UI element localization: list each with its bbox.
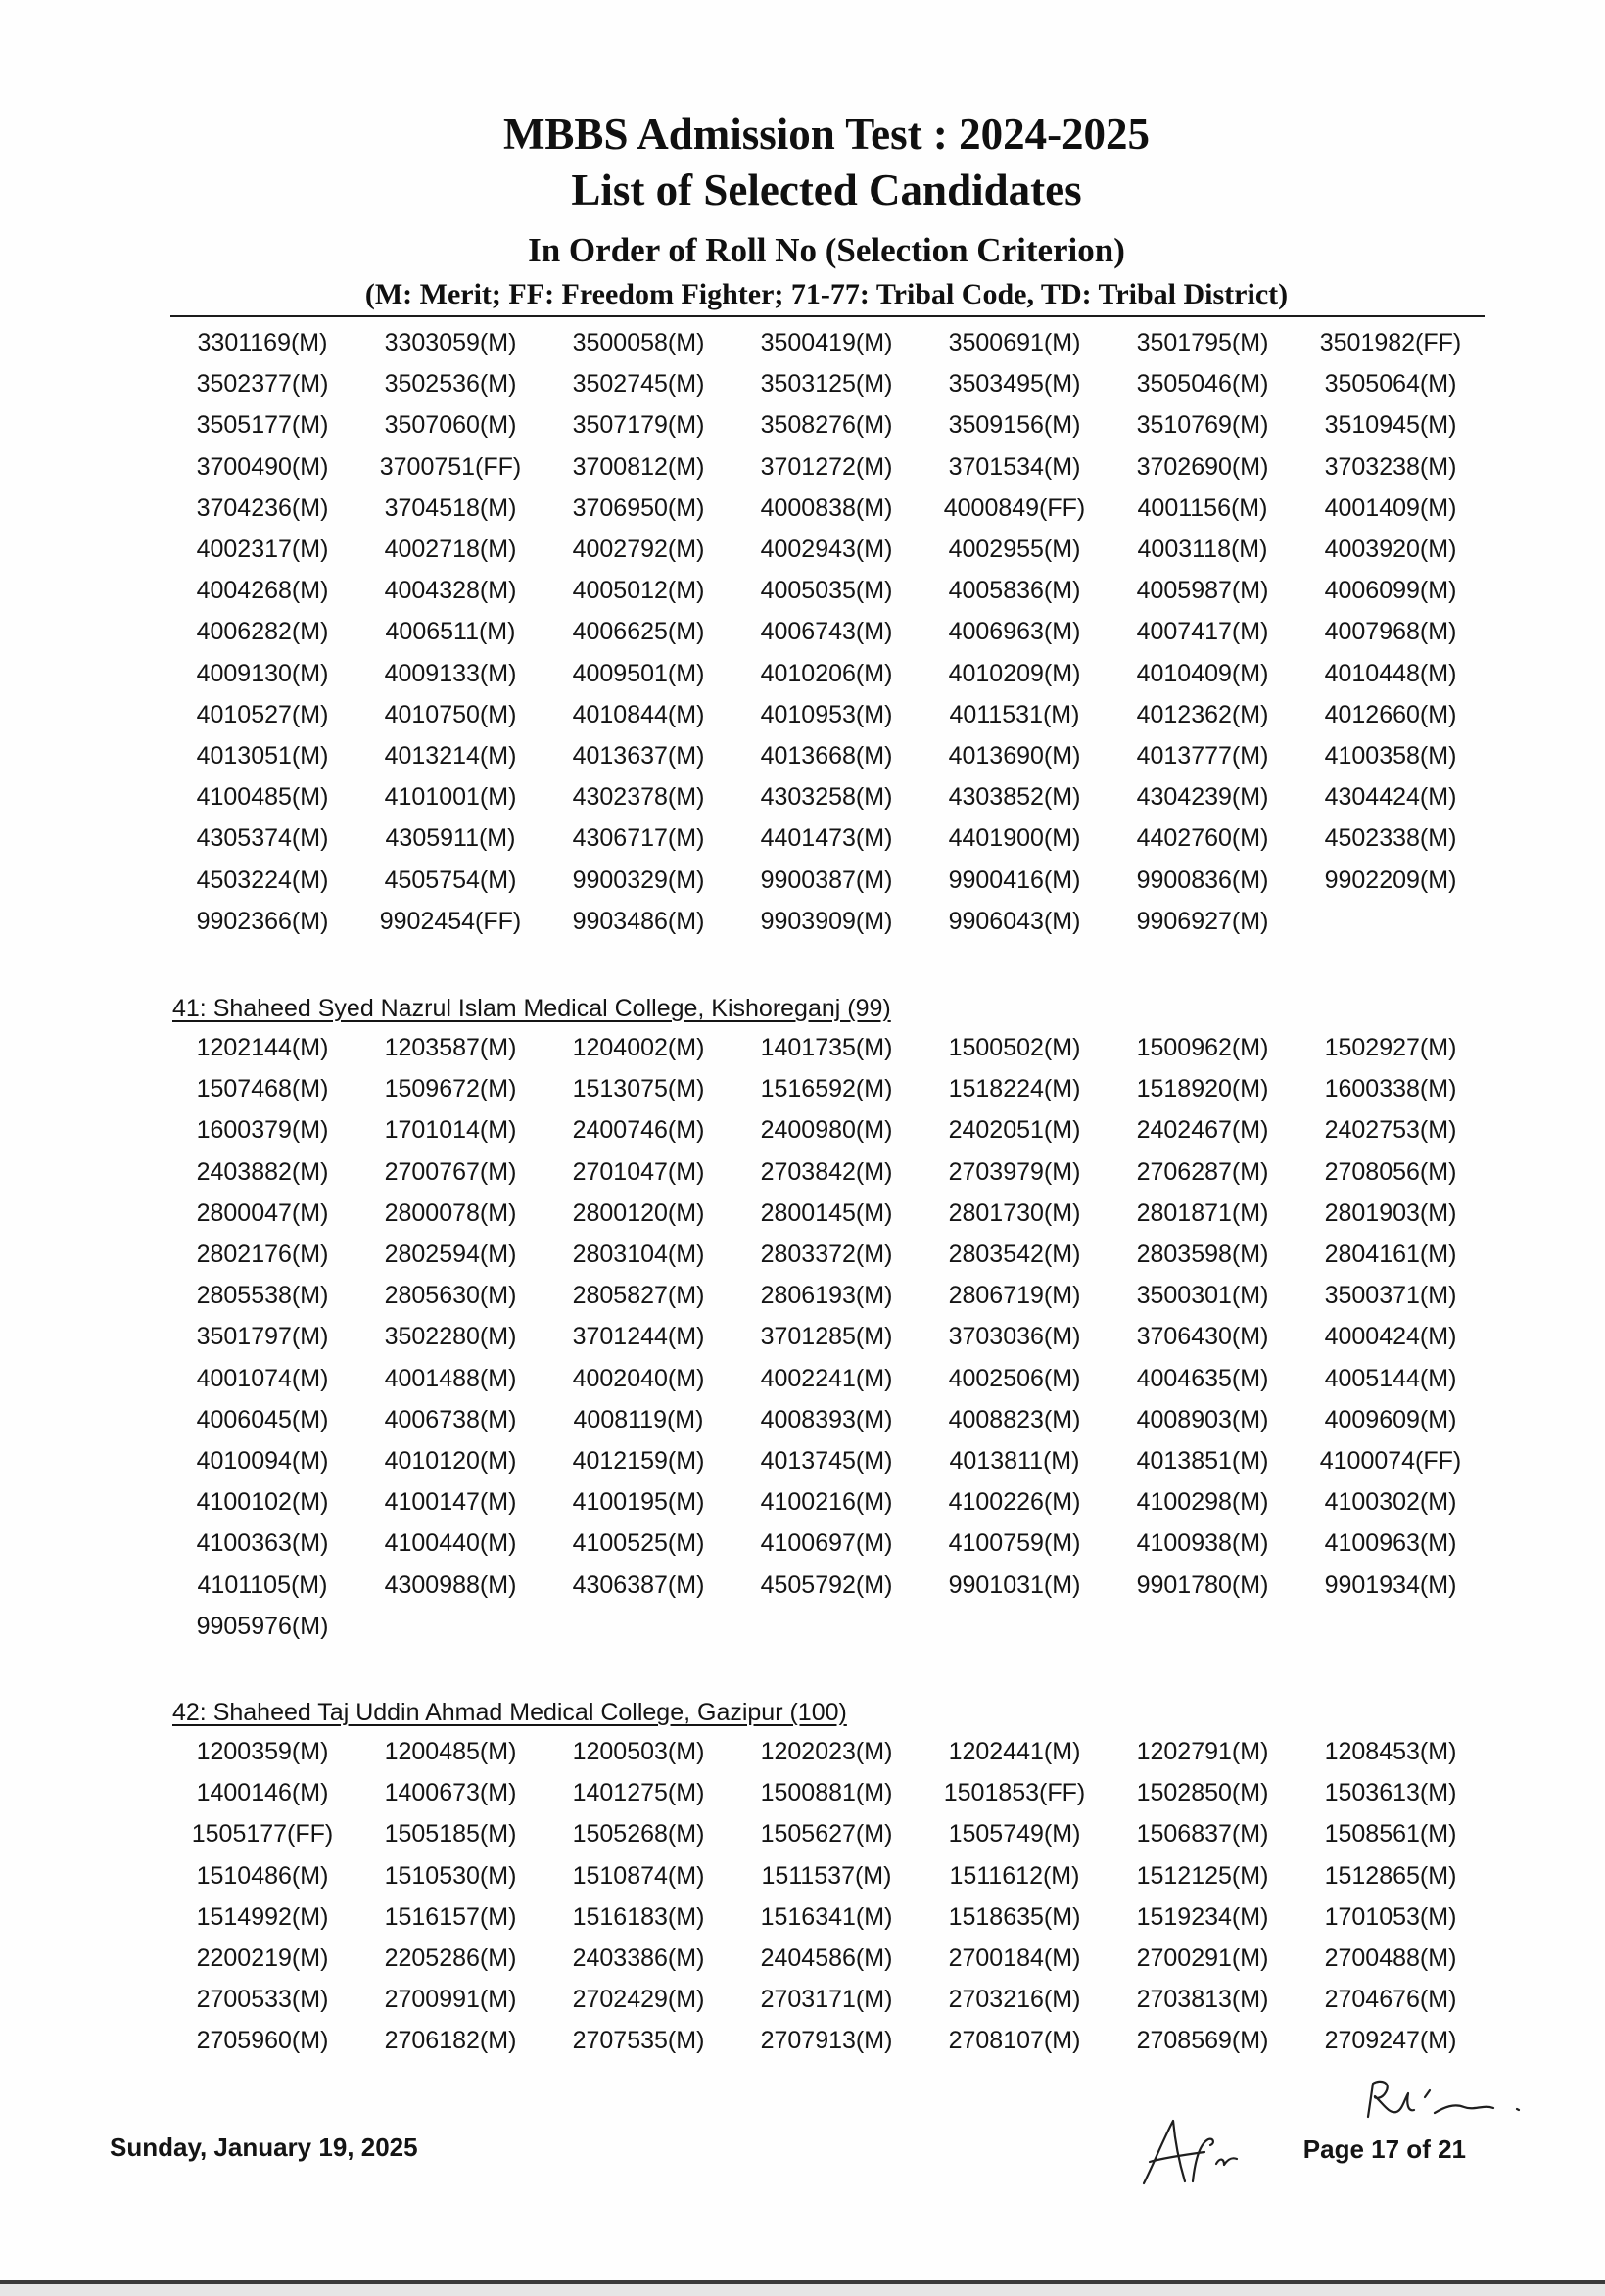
roll-entry: 4005144(M) (1324, 1364, 1457, 1392)
roll-entry: 4304424(M) (1324, 783, 1457, 812)
roll-entry: 1202441(M) (948, 1738, 1081, 1766)
roll-entry: 2805538(M) (196, 1282, 329, 1310)
roll-entry: 2703813(M) (1136, 1986, 1269, 2014)
roll-entry: 4100298(M) (1136, 1488, 1269, 1517)
roll-entry: 3700490(M) (196, 452, 329, 481)
signature-stroke (1144, 2121, 1185, 2183)
roll-entry: 1502850(M) (1136, 1779, 1269, 1807)
roll-entry: 2800145(M) (760, 1198, 893, 1227)
roll-entry: 9905976(M) (196, 1612, 329, 1640)
roll-entry: 1401275(M) (572, 1779, 705, 1807)
roll-entry: 4010209(M) (948, 659, 1081, 687)
roll-entry: 1506837(M) (1136, 1820, 1269, 1849)
roll-entry: 2806193(M) (760, 1282, 893, 1310)
roll-entry: 1400146(M) (196, 1779, 329, 1807)
roll-entry: 4006282(M) (196, 618, 329, 646)
roll-entry: 4003920(M) (1324, 536, 1457, 564)
roll-entry: 9903909(M) (760, 907, 893, 935)
roll-entry: 9906927(M) (1136, 907, 1269, 935)
roll-entry: 4000424(M) (1324, 1323, 1457, 1351)
roll-entry: 1505627(M) (760, 1820, 893, 1849)
roll-entry: 4505792(M) (760, 1570, 893, 1599)
roll-entry: 2703216(M) (948, 1986, 1081, 2014)
roll-entry: 3701285(M) (760, 1323, 893, 1351)
roll-entry: 2701047(M) (572, 1157, 705, 1186)
roll-entry: 4505754(M) (384, 866, 517, 894)
roll-entry: 4100697(M) (760, 1529, 893, 1558)
roll-entry: 1511537(M) (761, 1861, 892, 1890)
roll-entry: 9900329(M) (572, 866, 705, 894)
page-number: Page 17 of 21 (1302, 2134, 1466, 2164)
roll-entry: 1513075(M) (572, 1075, 705, 1103)
roll-entry: 3507179(M) (572, 411, 705, 440)
roll-entry: 4306387(M) (572, 1570, 705, 1599)
roll-entry: 4004268(M) (196, 577, 329, 605)
roll-entry: 1519234(M) (1136, 1902, 1269, 1931)
roll-entry: 1505749(M) (948, 1820, 1081, 1849)
roll-entry: 1505268(M) (572, 1820, 705, 1849)
roll-entry: 2703171(M) (760, 1986, 893, 2014)
roll-entry: 2404586(M) (760, 1945, 893, 1973)
roll-entry: 4012660(M) (1324, 700, 1457, 728)
signature-1 (1356, 2074, 1533, 2132)
roll-entry: 4100216(M) (760, 1488, 893, 1517)
roll-entry: 9903486(M) (572, 907, 705, 935)
roll-entry: 3502536(M) (384, 370, 517, 398)
roll-entry: 2805827(M) (572, 1282, 705, 1310)
roll-entry: 2400980(M) (760, 1116, 893, 1145)
roll-entry: 3700812(M) (572, 452, 705, 481)
roll-entry: 2705960(M) (196, 2027, 329, 2055)
roll-entry: 4004328(M) (384, 577, 517, 605)
roll-entry: 4013777(M) (1136, 741, 1269, 770)
roll-entry: 4013745(M) (760, 1446, 893, 1475)
roll-entry: 3508276(M) (760, 411, 893, 440)
roll-entry: 3702690(M) (1136, 452, 1269, 481)
roll-entry: 3706430(M) (1136, 1323, 1269, 1351)
roll-entry: 4002943(M) (760, 536, 893, 564)
roll-entry: 2801730(M) (948, 1198, 1081, 1227)
roll-entry: 1503613(M) (1324, 1779, 1457, 1807)
roll-entry: 4303852(M) (948, 783, 1081, 812)
roll-entry: 2703979(M) (948, 1157, 1081, 1186)
roll-entry: 3706950(M) (572, 493, 705, 522)
roll-entry: 4002040(M) (572, 1364, 705, 1392)
roll-entry: 4010953(M) (760, 700, 893, 728)
roll-entry: 4100302(M) (1324, 1488, 1457, 1517)
roll-entry: 4002792(M) (572, 536, 705, 564)
roll-entry: 2806719(M) (948, 1282, 1081, 1310)
roll-entry: 1600379(M) (196, 1116, 329, 1145)
roll-entry: 2700767(M) (384, 1157, 517, 1186)
signature-stroke (1517, 2109, 1519, 2110)
roll-entry: 1510530(M) (384, 1861, 517, 1890)
roll-entry: 4100963(M) (1324, 1529, 1457, 1558)
roll-entry: 4013637(M) (572, 741, 705, 770)
roll-entry: 4010527(M) (196, 700, 329, 728)
roll-entry: 4012362(M) (1136, 700, 1269, 728)
roll-entry: 3303059(M) (384, 329, 517, 357)
roll-entry: 4012159(M) (572, 1446, 705, 1475)
roll-entry: 3503495(M) (948, 370, 1081, 398)
roll-entry: 3505177(M) (196, 411, 329, 440)
roll-entry: 1516341(M) (760, 1902, 893, 1931)
roll-list-college-41 (168, 1027, 1485, 1647)
signature-stroke (1368, 2082, 1414, 2117)
college-heading-41: 41: Shaheed Syed Nazrul Islam Medical College, Kishoreganj (99) (172, 995, 891, 1022)
roll-entry: 4100485(M) (196, 783, 329, 812)
roll-entry: 4100226(M) (948, 1488, 1081, 1517)
order-note: In Order of Roll No (Selection Criterion) (528, 231, 1125, 269)
roll-entry: 1701053(M) (1324, 1902, 1457, 1931)
roll-entry: 3501795(M) (1136, 329, 1269, 357)
roll-entry: 4001156(M) (1137, 493, 1268, 522)
roll-list-continued (168, 322, 1485, 942)
roll-entry: 4010409(M) (1136, 659, 1269, 687)
roll-entry: 3703238(M) (1324, 452, 1457, 481)
roll-entry: 4502338(M) (1324, 824, 1457, 853)
roll-entry: 4305911(M) (385, 824, 516, 853)
roll-entry: 3502377(M) (196, 370, 329, 398)
signature-stroke (1216, 2158, 1237, 2165)
roll-entry: 4010206(M) (760, 659, 893, 687)
roll-entry: 1510486(M) (196, 1861, 329, 1890)
roll-entry: 9902209(M) (1324, 866, 1457, 894)
roll-entry: 4006963(M) (948, 618, 1081, 646)
roll-entry: 2700291(M) (1136, 1945, 1269, 1973)
roll-entry: 4304239(M) (1136, 783, 1269, 812)
roll-entry: 3700751(FF) (379, 452, 522, 481)
roll-entry: 4004635(M) (1136, 1364, 1269, 1392)
roll-entry: 3510945(M) (1324, 411, 1457, 440)
roll-entry: 2704676(M) (1324, 1986, 1457, 2014)
roll-entry: 9901780(M) (1136, 1570, 1269, 1599)
roll-entry: 1200359(M) (196, 1738, 329, 1766)
roll-entry: 4005012(M) (572, 577, 705, 605)
roll-entry: 4013851(M) (1136, 1446, 1269, 1475)
roll-entry: 1401735(M) (760, 1034, 893, 1062)
roll-entry: 3510769(M) (1136, 411, 1269, 440)
roll-entry: 3701272(M) (760, 452, 893, 481)
roll-entry: 2803598(M) (1136, 1241, 1269, 1269)
roll-entry: 2803542(M) (948, 1241, 1081, 1269)
roll-entry: 4100195(M) (572, 1488, 705, 1517)
roll-entry: 2700533(M) (196, 1986, 329, 2014)
roll-entry: 9902366(M) (196, 907, 329, 935)
roll-entry: 4005035(M) (760, 577, 893, 605)
roll-entry: 2801871(M) (1136, 1198, 1269, 1227)
roll-entry: 1505177(FF) (191, 1820, 334, 1849)
signature-stroke (1435, 2105, 1493, 2113)
signature-stroke (1425, 2090, 1430, 2097)
roll-entry: 3505046(M) (1136, 370, 1269, 398)
roll-entry: 4008823(M) (948, 1405, 1081, 1433)
roll-entry: 1400673(M) (384, 1779, 517, 1807)
roll-entry: 2707913(M) (760, 2027, 893, 2055)
roll-entry: 4010844(M) (572, 700, 705, 728)
roll-entry: 4000838(M) (760, 493, 893, 522)
roll-entry: 1516183(M) (572, 1902, 705, 1931)
college-heading-42: 42: Shaheed Taj Uddin Ahmad Medical College, Gazipur (100) (172, 1699, 847, 1726)
roll-entry: 3701244(M) (572, 1323, 705, 1351)
roll-entry: 2805630(M) (384, 1282, 517, 1310)
roll-entry: 3507060(M) (384, 411, 517, 440)
roll-entry: 3704518(M) (384, 493, 517, 522)
roll-entry: 1200485(M) (384, 1738, 517, 1766)
roll-entry: 2706287(M) (1136, 1157, 1269, 1186)
roll-entry: 3503125(M) (760, 370, 893, 398)
roll-entry: 1505185(M) (384, 1820, 517, 1849)
roll-entry: 4013668(M) (760, 741, 893, 770)
roll-entry: 4503224(M) (196, 866, 329, 894)
roll-entry: 2804161(M) (1324, 1241, 1457, 1269)
roll-entry: 1600338(M) (1324, 1075, 1457, 1103)
roll-entry: 3500058(M) (572, 329, 705, 357)
roll-entry: 4006099(M) (1324, 577, 1457, 605)
roll-entry: 3704236(M) (196, 493, 329, 522)
roll-entry: 3500301(M) (1136, 1282, 1269, 1310)
roll-entry: 4009133(M) (384, 659, 517, 687)
roll-entry: 4006045(M) (196, 1405, 329, 1433)
roll-entry: 2205286(M) (384, 1945, 517, 1973)
roll-entry: 4009609(M) (1324, 1405, 1457, 1433)
roll-entry: 4008119(M) (573, 1405, 704, 1433)
roll-entry: 1202023(M) (760, 1738, 893, 1766)
roll-entry: 2707535(M) (572, 2027, 705, 2055)
roll-entry: 4010448(M) (1324, 659, 1457, 687)
roll-entry: 9900836(M) (1136, 866, 1269, 894)
roll-entry: 4001074(M) (196, 1364, 329, 1392)
roll-entry: 3509156(M) (948, 411, 1081, 440)
page-subtitle: List of Selected Candidates (571, 165, 1082, 214)
roll-entry: 4002241(M) (760, 1364, 893, 1392)
roll-entry: 1200503(M) (572, 1738, 705, 1766)
roll-entry: 2400746(M) (572, 1116, 705, 1145)
roll-entry: 9902454(FF) (379, 907, 522, 935)
roll-entry: 1208453(M) (1324, 1738, 1457, 1766)
roll-entry: 4007968(M) (1324, 618, 1457, 646)
roll-entry: 4006625(M) (572, 618, 705, 646)
roll-entry: 4002317(M) (196, 536, 329, 564)
roll-entry: 4100938(M) (1136, 1529, 1269, 1558)
roll-entry: 4010750(M) (384, 700, 517, 728)
roll-entry: 2802176(M) (196, 1241, 329, 1269)
roll-entry: 4007417(M) (1136, 618, 1269, 646)
roll-entry: 3701534(M) (948, 452, 1081, 481)
roll-entry: 4100102(M) (196, 1488, 329, 1517)
roll-entry: 2708056(M) (1324, 1157, 1457, 1186)
roll-entry: 2800078(M) (384, 1198, 517, 1227)
roll-entry: 1510874(M) (572, 1861, 705, 1890)
roll-entry: 2700488(M) (1324, 1945, 1457, 1973)
roll-entry: 4100525(M) (572, 1529, 705, 1558)
roll-entry: 2200219(M) (196, 1945, 329, 1973)
roll-entry: 1507468(M) (196, 1075, 329, 1103)
roll-entry: 1501853(FF) (943, 1779, 1086, 1807)
roll-entry: 3501797(M) (196, 1323, 329, 1351)
roll-entry: 4013214(M) (384, 741, 517, 770)
roll-entry: 1202791(M) (1136, 1738, 1269, 1766)
roll-entry: 4001409(M) (1324, 493, 1457, 522)
roll-entry: 2803104(M) (572, 1241, 705, 1269)
roll-entry: 9900387(M) (760, 866, 893, 894)
roll-entry: 1514992(M) (196, 1902, 329, 1931)
roll-entry: 2803372(M) (760, 1241, 893, 1269)
roll-entry: 4305374(M) (196, 824, 329, 853)
roll-entry: 4101105(M) (197, 1570, 328, 1599)
roll-entry: 1500881(M) (760, 1779, 893, 1807)
roll-entry: 4002506(M) (948, 1364, 1081, 1392)
roll-entry: 2403386(M) (572, 1945, 705, 1973)
roll-entry: 3703036(M) (948, 1323, 1081, 1351)
roll-entry: 4100147(M) (384, 1488, 517, 1517)
roll-list-college-42 (168, 1731, 1485, 2062)
roll-entry: 2708107(M) (948, 2027, 1081, 2055)
roll-entry: 3500371(M) (1324, 1282, 1457, 1310)
roll-entry: 9906043(M) (948, 907, 1081, 935)
roll-entry: 4303258(M) (760, 783, 893, 812)
roll-entry: 4401473(M) (760, 824, 893, 853)
roll-entry: 4003118(M) (1137, 536, 1268, 564)
roll-entry: 3500419(M) (760, 329, 893, 357)
roll-entry: 4100074(FF) (1319, 1446, 1462, 1475)
roll-entry: 2802594(M) (384, 1241, 517, 1269)
roll-entry: 4009130(M) (196, 659, 329, 687)
roll-entry: 1509672(M) (384, 1075, 517, 1103)
roll-entry: 2800047(M) (196, 1198, 329, 1227)
roll-entry: 4002718(M) (384, 536, 517, 564)
roll-entry: 2800120(M) (572, 1198, 705, 1227)
roll-entry: 1512125(M) (1136, 1861, 1269, 1890)
roll-entry: 4005987(M) (1136, 577, 1269, 605)
roll-entry: 1516592(M) (760, 1075, 893, 1103)
roll-entry: 2801903(M) (1324, 1198, 1457, 1227)
roll-entry: 3500691(M) (948, 329, 1081, 357)
roll-entry: 4006511(M) (385, 618, 516, 646)
roll-entry: 4300988(M) (384, 1570, 517, 1599)
roll-entry: 2702429(M) (572, 1986, 705, 2014)
roll-entry: 4013051(M) (196, 741, 329, 770)
roll-entry: 2703842(M) (760, 1157, 893, 1186)
roll-entry: 1203587(M) (384, 1034, 517, 1062)
signature-2 (1134, 2113, 1242, 2191)
roll-entry: 1502927(M) (1324, 1034, 1457, 1062)
roll-entry: 1202144(M) (196, 1034, 329, 1062)
roll-entry: 4008393(M) (760, 1405, 893, 1433)
header-rule (170, 315, 1485, 317)
roll-entry: 2402753(M) (1324, 1116, 1457, 1145)
roll-entry: 1516157(M) (384, 1902, 517, 1931)
roll-entry: 4100440(M) (384, 1529, 517, 1558)
roll-entry: 1518635(M) (948, 1902, 1081, 1931)
roll-entry: 4401900(M) (948, 824, 1081, 853)
roll-entry: 2402051(M) (948, 1116, 1081, 1145)
roll-entry: 4101001(M) (384, 783, 517, 812)
roll-entry: 2708569(M) (1136, 2027, 1269, 2055)
roll-entry: 1204002(M) (572, 1034, 705, 1062)
roll-entry: 4009501(M) (572, 659, 705, 687)
footer-date: Sunday, January 19, 2025 (110, 2132, 418, 2162)
roll-entry: 9901934(M) (1324, 1570, 1457, 1599)
roll-entry: 3502745(M) (572, 370, 705, 398)
roll-entry: 4006738(M) (384, 1405, 517, 1433)
roll-entry: 1500962(M) (1136, 1034, 1269, 1062)
roll-entry: 1518224(M) (948, 1075, 1081, 1103)
roll-entry: 3301169(M) (197, 329, 328, 357)
roll-entry: 4001488(M) (384, 1364, 517, 1392)
roll-entry: 2402467(M) (1136, 1116, 1269, 1145)
code-legend: (M: Merit; FF: Freedom Fighter; 71-77: Tribal Code, TD: Tribal District) (364, 278, 1289, 310)
roll-entry: 2403882(M) (196, 1157, 329, 1186)
signature-stroke (1193, 2139, 1213, 2181)
roll-entry: 3505064(M) (1324, 370, 1457, 398)
roll-entry: 1500502(M) (948, 1034, 1081, 1062)
roll-entry: 1508561(M) (1324, 1820, 1457, 1849)
roll-entry: 4010094(M) (196, 1446, 329, 1475)
roll-entry: 1512865(M) (1324, 1861, 1457, 1890)
roll-entry: 9900416(M) (948, 866, 1081, 894)
roll-entry: 4011531(M) (949, 700, 1080, 728)
roll-entry: 4010120(M) (384, 1446, 517, 1475)
roll-entry: 4100759(M) (948, 1529, 1081, 1558)
roll-entry: 4013690(M) (948, 741, 1081, 770)
roll-entry: 1511612(M) (949, 1861, 1080, 1890)
roll-entry: 9901031(M) (948, 1570, 1081, 1599)
roll-entry: 4002955(M) (948, 536, 1081, 564)
page-title: MBBS Admission Test : 2024-2025 (502, 110, 1151, 159)
roll-entry: 4302378(M) (572, 783, 705, 812)
roll-entry: 4100363(M) (196, 1529, 329, 1558)
roll-entry: 2700991(M) (384, 1986, 517, 2014)
roll-entry: 3501982(FF) (1319, 329, 1462, 357)
roll-entry: 4000849(FF) (943, 493, 1086, 522)
roll-entry: 2706182(M) (384, 2027, 517, 2055)
roll-entry: 4013811(M) (949, 1446, 1080, 1475)
roll-entry: 4006743(M) (760, 618, 893, 646)
roll-entry: 4100358(M) (1324, 741, 1457, 770)
roll-entry: 3502280(M) (384, 1323, 517, 1351)
roll-entry: 2700184(M) (948, 1945, 1081, 1973)
roll-entry: 2709247(M) (1324, 2027, 1457, 2055)
roll-entry: 4005836(M) (948, 577, 1081, 605)
scan-margin (0, 2284, 1605, 2296)
roll-entry: 1701014(M) (384, 1116, 517, 1145)
roll-entry: 4402760(M) (1136, 824, 1269, 853)
roll-entry: 1518920(M) (1136, 1075, 1269, 1103)
roll-entry: 4306717(M) (572, 824, 705, 853)
roll-entry: 4008903(M) (1136, 1405, 1269, 1433)
